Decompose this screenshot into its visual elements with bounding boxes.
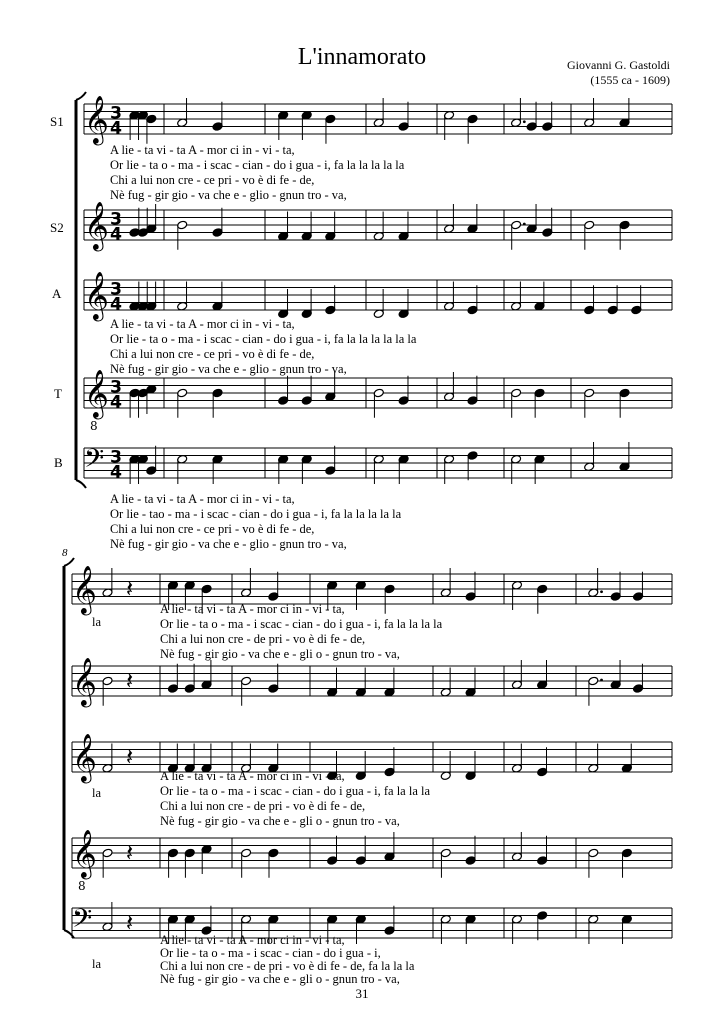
lyric-line: Nè fug - gir gio - va che e - gli o - gnun tro - va,	[160, 647, 400, 661]
quarter-note	[355, 580, 366, 610]
staff	[84, 94, 672, 145]
lyric-la: la	[92, 786, 102, 800]
lyric-line: Chi a lui non cre - ce pri - vo è di fe - de,	[110, 173, 315, 187]
voice-label-b: B	[54, 455, 63, 470]
half-note	[588, 848, 599, 878]
staff	[72, 656, 672, 707]
quarter-note	[537, 660, 548, 690]
quarter-note	[619, 220, 630, 250]
quarter-note	[537, 911, 548, 941]
quarter-note	[167, 664, 178, 694]
quarter-note	[212, 388, 223, 418]
quarter-note	[542, 208, 553, 238]
quarter-note	[167, 848, 178, 878]
half-note	[511, 282, 522, 312]
half-note	[102, 676, 113, 706]
quarter-note	[398, 212, 409, 242]
staff	[84, 442, 672, 484]
half-note	[511, 388, 522, 418]
half-note	[511, 660, 522, 690]
quarter-note	[325, 114, 336, 144]
half-note	[373, 388, 384, 418]
time-signature-bottom: 4	[110, 392, 123, 413]
quarter-note	[465, 572, 476, 602]
quarter-note	[631, 285, 642, 315]
lyric-line: Chi a lui non cre - ce pri - vo è di fe - de,	[110, 347, 315, 361]
quarter-note	[384, 668, 395, 698]
treble-clef: 𝄞	[72, 656, 97, 706]
lyric-line: Or lie - ta o - ma - i scac - cian - do i gua - i, fa la la la la	[160, 617, 443, 631]
quarter-note	[355, 751, 366, 781]
quarter-note	[534, 388, 545, 418]
quarter-note	[621, 744, 632, 774]
voice-label-t: T	[54, 386, 62, 401]
time-signature-top: 3	[110, 447, 123, 468]
quarter-note	[398, 376, 409, 406]
octave-mark: 8	[90, 418, 98, 433]
quarter-note	[619, 442, 630, 472]
quarter-note	[301, 212, 312, 242]
quarter-note	[327, 668, 338, 698]
bass-clef: 𝄢	[84, 444, 105, 480]
half-note	[177, 282, 188, 312]
quarter-note	[619, 388, 630, 418]
quarter-note	[633, 664, 644, 694]
quarter-note	[278, 289, 289, 319]
half-note	[511, 454, 522, 484]
composer-dates: (1555 ca - 1609)	[590, 73, 670, 87]
quarter-note	[607, 285, 618, 315]
quarter-note	[610, 572, 621, 602]
quarter-note	[610, 660, 621, 690]
page-number: 31	[355, 986, 369, 1001]
half-note	[511, 744, 522, 774]
quarter-note	[384, 584, 395, 614]
lyric-la: la	[92, 615, 102, 629]
octave-mark: 8	[78, 878, 86, 893]
half-note	[177, 98, 188, 128]
half-note	[440, 751, 451, 781]
half-note	[177, 454, 188, 484]
lyric-line: Or lie - ta o - ma - i scac - cian - do i gua - i, fa la la la la la	[110, 158, 405, 172]
time-signature-bottom: 4	[110, 224, 123, 245]
lyric-line: Nè fug - gir gio - va che e - gli o - gnun tro - va,	[160, 972, 400, 986]
half-note	[511, 914, 522, 944]
half-note	[584, 388, 595, 418]
quarter-note	[584, 285, 595, 315]
lyric-line: Nè fug - gir gio - va che e - glio - gnun tro - va,	[110, 537, 347, 551]
lyric-line: Chi a lui non cre - de pri - vo è di fe - de,	[160, 799, 366, 813]
half-note	[588, 744, 599, 774]
quarter-note	[526, 102, 537, 132]
quarter-note	[526, 204, 537, 234]
system-2	[62, 547, 672, 986]
lyrics-a	[110, 317, 417, 376]
half-note	[102, 902, 113, 932]
half-note	[373, 289, 384, 319]
lyric-line: Nè fug - gir gio - va che e - glio - gnun tro - va,	[110, 188, 347, 202]
quarter-note	[465, 668, 476, 698]
staff	[84, 270, 672, 321]
lyrics-b-sys2	[92, 933, 415, 986]
quarter-note	[467, 376, 478, 406]
half-note	[511, 580, 522, 610]
quarter-note	[278, 110, 289, 140]
quarter-note	[146, 384, 157, 414]
quarter-note	[212, 102, 223, 132]
lyric-line: A lie - ta vi - ta A - mor ci in - vi - ta,	[160, 602, 345, 616]
time-signature-top: 3	[110, 377, 123, 398]
quarter-note	[327, 836, 338, 866]
time-signature-bottom: 4	[110, 294, 123, 315]
quarter-note	[268, 848, 279, 878]
quarter-note	[384, 906, 395, 936]
quarter-note	[268, 572, 279, 602]
half-note	[440, 568, 451, 598]
half-note	[440, 848, 451, 878]
bass-clef: 𝄢	[72, 904, 93, 940]
quarter-note	[537, 836, 548, 866]
quarter-note	[621, 914, 632, 944]
quarter-note	[184, 664, 195, 694]
quarter-note	[301, 376, 312, 406]
quarter-note	[201, 906, 212, 936]
quarter-note	[467, 285, 478, 315]
half-note	[588, 914, 599, 944]
lyrics-s1-sys2	[92, 602, 443, 661]
quarter-note	[467, 451, 478, 481]
quarter-note	[398, 289, 409, 319]
half-note	[177, 220, 188, 250]
half-note	[444, 372, 455, 402]
half-note	[588, 676, 603, 706]
lyric-line: Chi a lui non cre - de pri - vo è di fe - de,	[160, 632, 366, 646]
half-note	[444, 454, 455, 484]
quarter-note	[467, 204, 478, 234]
measure-number: 8	[62, 547, 68, 559]
quarter-note	[621, 848, 632, 878]
quarter-note	[325, 372, 336, 402]
lyrics-s1	[110, 143, 405, 202]
half-note	[177, 388, 188, 418]
lyric-line: Nè fug - gir gio - va che e - glio - gnun tro - va,	[110, 362, 347, 376]
quarter-note	[325, 285, 336, 315]
piece-title: L'innamorato	[297, 44, 427, 70]
quarter-note	[201, 844, 212, 874]
lyric-line: Or lie - ta o - ma - i scac - cian - do i gua - i, fa la la la la la la	[110, 332, 417, 346]
quarter-note	[278, 454, 289, 484]
half-note	[102, 744, 113, 774]
treble-clef: 𝄞	[84, 270, 109, 320]
half-note	[444, 282, 455, 312]
half-note	[102, 848, 113, 878]
quarter-rest: 𝄽	[125, 574, 134, 603]
quarter-note	[212, 208, 223, 238]
treble-clef: 𝄞	[84, 368, 109, 418]
quarter-note	[398, 102, 409, 132]
quarter-note	[465, 751, 476, 781]
quarter-note	[537, 584, 548, 614]
lyric-la: la	[92, 957, 102, 971]
quarter-note	[184, 848, 195, 878]
half-note	[241, 848, 252, 878]
treble-clef: 𝄞	[72, 732, 97, 782]
half-note	[584, 220, 595, 250]
quarter-note	[398, 454, 409, 484]
half-note	[511, 832, 522, 862]
lyric-line: Or lie - tao - ma - i scac - cian - do i gua - i, fa la la la la la	[110, 507, 402, 521]
staff	[72, 828, 672, 893]
half-note	[241, 676, 252, 706]
quarter-note	[212, 454, 223, 484]
quarter-note	[537, 747, 548, 777]
quarter-rest: 𝄽	[125, 908, 134, 937]
quarter-note	[301, 110, 312, 140]
quarter-note	[146, 446, 157, 476]
lyric-line: Nè fug - gir gio - va che e - gli o - gnun tro - va,	[160, 814, 400, 828]
quarter-note	[384, 747, 395, 777]
half-note	[373, 212, 384, 242]
lyrics-b	[110, 492, 402, 551]
lyric-line: Chi a lui non cre - ce pri - vo è di fe - de,	[110, 522, 315, 536]
lyric-line: Or lie - ta o - ma - i scac - cian - do i gua - i,	[160, 946, 381, 960]
system-1	[50, 92, 672, 551]
quarter-note	[534, 282, 545, 312]
staff	[84, 200, 672, 251]
treble-clef: 𝄞	[72, 828, 97, 878]
voice-label-s1: S1	[50, 114, 64, 129]
half-note	[440, 914, 451, 944]
half-note	[511, 220, 526, 250]
voice-label-a: A	[52, 286, 62, 301]
quarter-note	[619, 98, 630, 128]
lyric-line: Or lie - ta o - ma - i scac - cian - do i gua - i, fa la la la	[160, 784, 431, 798]
quarter-note	[325, 446, 336, 476]
quarter-note	[201, 660, 212, 690]
quarter-rest: 𝄽	[125, 838, 134, 867]
half-note	[588, 568, 603, 598]
quarter-note	[325, 212, 336, 242]
half-note	[511, 98, 526, 128]
lyric-line: A lie - ta vi - ta A - mor ci in - vi - ta,	[160, 933, 345, 947]
lyric-line: A lie - ta vi - ta A - mor ci in - vi - ta,	[110, 492, 295, 506]
time-signature-top: 3	[110, 209, 123, 230]
quarter-note	[278, 212, 289, 242]
quarter-note	[355, 914, 366, 944]
quarter-rest: 𝄽	[125, 666, 134, 695]
time-signature-top: 3	[110, 103, 123, 124]
quarter-note	[465, 836, 476, 866]
half-note	[584, 98, 595, 128]
lyric-line: A lie - ta vi - ta A - mor ci in - vi - ta,	[110, 317, 295, 331]
half-note	[373, 454, 384, 484]
quarter-note	[542, 102, 553, 132]
quarter-note	[137, 454, 148, 484]
quarter-note	[301, 289, 312, 319]
half-note	[102, 568, 113, 598]
half-note	[444, 204, 455, 234]
lyric-line: Chi a lui non cre - de pri - vo è di fe - de, fa la la la	[160, 959, 415, 973]
treble-clef: 𝄞	[84, 200, 109, 250]
half-note	[373, 98, 384, 128]
quarter-note	[355, 668, 366, 698]
quarter-note	[212, 282, 223, 312]
treble-clef: 𝄞	[72, 564, 97, 614]
lyrics-a-sys2	[92, 769, 430, 828]
quarter-note	[278, 376, 289, 406]
composer-name: Giovanni G. Gastoldi	[567, 58, 670, 72]
quarter-note	[534, 454, 545, 484]
quarter-note	[146, 114, 157, 144]
quarter-note	[465, 914, 476, 944]
half-note	[241, 568, 252, 598]
staff	[84, 368, 672, 433]
time-signature-bottom: 4	[110, 118, 123, 139]
quarter-note	[301, 454, 312, 484]
half-note	[440, 668, 451, 698]
quarter-note	[633, 572, 644, 602]
lyric-line: A lie - ta vi - ta A - mor ci in - vi - ta,	[160, 769, 345, 783]
quarter-rest: 𝄽	[125, 742, 134, 771]
lyric-line: A lie - ta vi - ta A - mor ci in - vi - ta,	[110, 143, 295, 157]
quarter-note	[384, 832, 395, 862]
quarter-note	[268, 664, 279, 694]
half-note	[444, 110, 455, 140]
time-signature-top: 3	[110, 279, 123, 300]
treble-clef: 𝄞	[84, 94, 109, 144]
quarter-note	[467, 114, 478, 144]
quarter-note	[355, 836, 366, 866]
half-note	[584, 442, 595, 472]
time-signature-bottom: 4	[110, 462, 123, 483]
voice-label-s2: S2	[50, 220, 64, 235]
